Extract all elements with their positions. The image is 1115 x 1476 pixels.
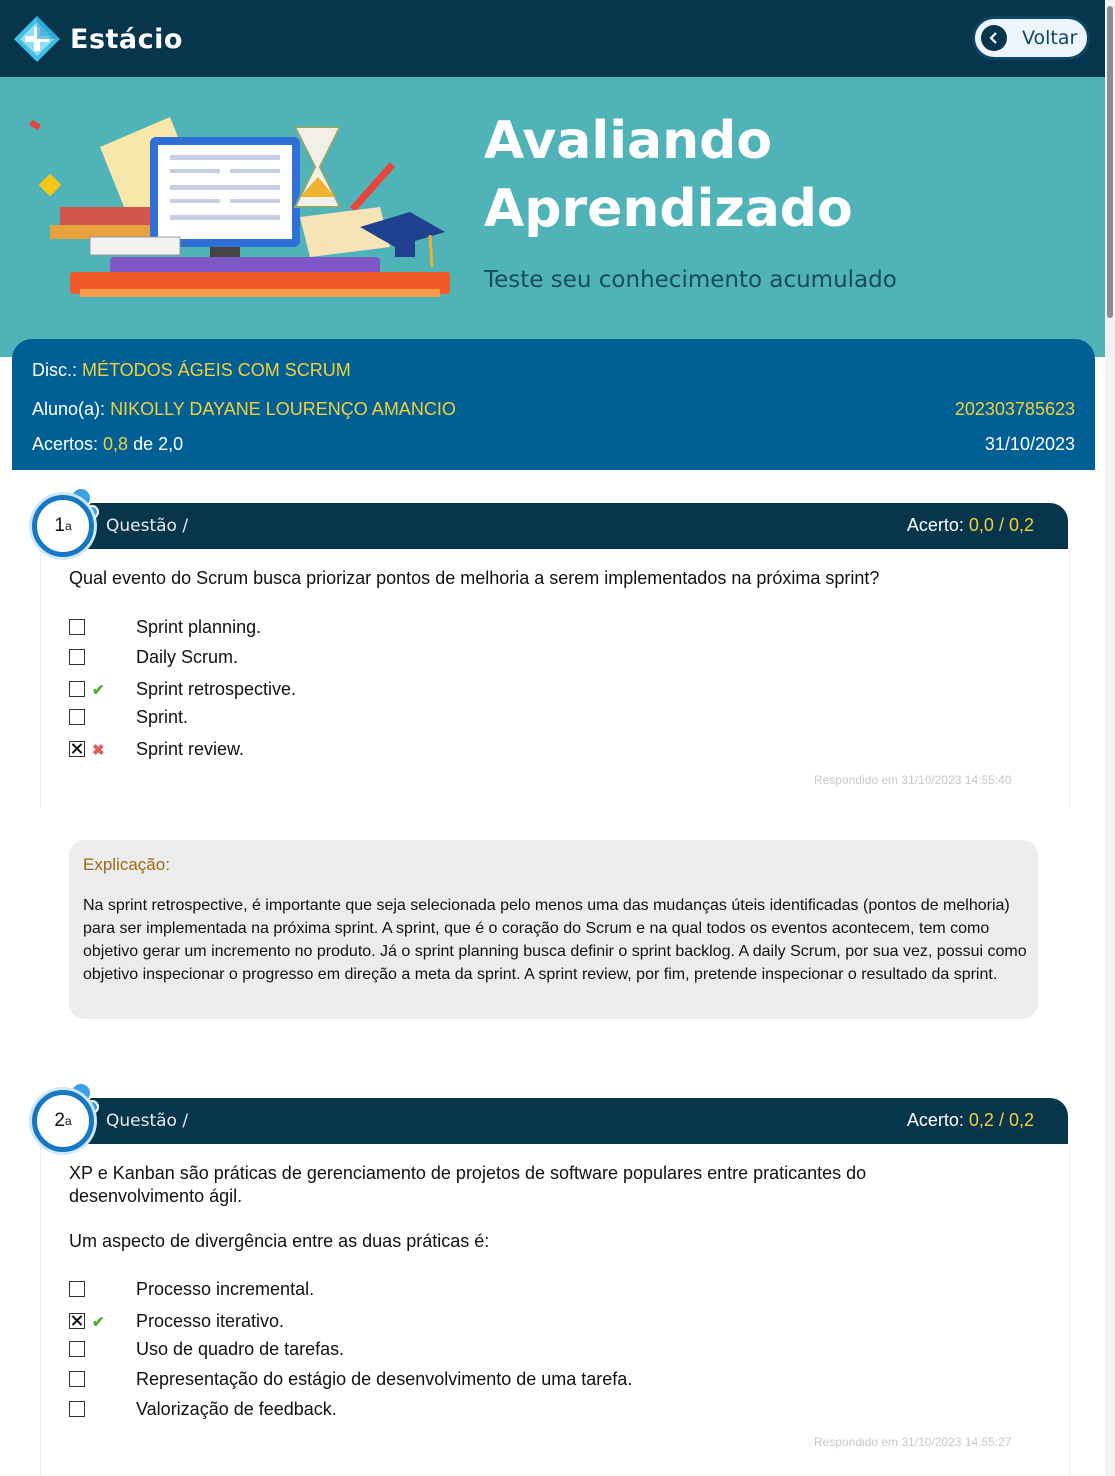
check-icon: ✔ bbox=[92, 682, 105, 699]
question-1-option-5[interactable] bbox=[69, 741, 769, 763]
checkbox-checked[interactable] bbox=[69, 741, 85, 757]
hero-title-line-2: Aprendizado bbox=[484, 179, 853, 239]
checkbox[interactable] bbox=[69, 649, 85, 665]
brand-name: Estácio bbox=[70, 23, 183, 55]
checkbox[interactable] bbox=[69, 709, 85, 725]
score-total: de 2,0 bbox=[133, 434, 184, 454]
question-2-number: 2 bbox=[54, 1110, 65, 1131]
question-2-label: Questão / bbox=[106, 1111, 189, 1131]
question-2-score-max: 0,2 bbox=[1008, 1110, 1034, 1130]
back-label: Voltar bbox=[1022, 27, 1078, 49]
option-text: Processo iterativo. bbox=[136, 1311, 285, 1331]
question-2-answered-at: Respondido em 31/10/2023 14:55:27 bbox=[814, 1435, 1012, 1449]
question-1-badge bbox=[32, 495, 94, 557]
checkbox[interactable] bbox=[69, 1401, 85, 1417]
question-1-score-label: Acerto: bbox=[906, 515, 964, 535]
checkbox[interactable] bbox=[69, 681, 85, 697]
question-1-score-max: 0,2 bbox=[1008, 515, 1034, 535]
option-text: Representação do estágio de desenvolvimento de uma tarefa. bbox=[136, 1369, 633, 1389]
option-text: Sprint review. bbox=[136, 739, 245, 759]
student-id: 202303785623 bbox=[954, 399, 1075, 419]
question-2-text: XP e Kanban são práticas de gerenciamento de projetos de software populares entre praticantes do desenvolvimento ágil. bbox=[69, 1163, 867, 1206]
study-illustration bbox=[20, 107, 460, 307]
hero-title bbox=[484, 107, 853, 243]
hero-title-line-1: Avaliando bbox=[484, 111, 773, 171]
discipline-value: MÉTODOS ÁGEIS COM SCRUM bbox=[82, 360, 351, 380]
exam-date: 31/10/2023 bbox=[984, 434, 1075, 454]
scrollbar-thumb[interactable] bbox=[1107, 6, 1113, 318]
top-bar bbox=[0, 0, 1105, 77]
option-text: Processo incremental. bbox=[136, 1279, 315, 1299]
option-text: Uso de quadro de tarefas. bbox=[136, 1339, 345, 1359]
score-label: Acertos: bbox=[32, 434, 99, 454]
student-label: Aluno(a): bbox=[32, 399, 106, 419]
question-1-number: 1 bbox=[54, 515, 65, 536]
explanation-text: Na sprint retrospective, é importante que seja selecionada pelo menos uma das mudanças úteis identificadas (pontos de melhoria) para ser implementada na próxima sprint. A sprint, que é o coração do Scrum e na qual todos os eventos acontecem, tem como objetivo gerar um incremento no produto. Já o sprint planning busca definir o sprint backlog. A daily Scrum, por sua vez, possui como objetivo inspecionar o progresso em direção a meta da sprint. A sprint review, por fim, pretende inspecionar o resultado da sprint. bbox=[83, 897, 1027, 983]
question-1-score-value: 0,0 bbox=[968, 515, 994, 535]
question-1-label: Questão / bbox=[106, 516, 189, 536]
checkbox[interactable] bbox=[69, 1341, 85, 1357]
info-row-score bbox=[32, 434, 1075, 455]
question-1-option-4[interactable] bbox=[69, 709, 769, 731]
question-2-score-value: 0,2 bbox=[968, 1110, 994, 1130]
question-2-badge bbox=[32, 1090, 94, 1152]
hero-banner bbox=[0, 77, 1105, 357]
chevron-left-icon bbox=[981, 25, 1007, 51]
score bbox=[32, 434, 183, 455]
option-text: Valorização de feedback. bbox=[136, 1399, 337, 1419]
question-2-option-4[interactable] bbox=[69, 1371, 769, 1393]
question-2-header bbox=[40, 1098, 1068, 1144]
question-2-option-5[interactable] bbox=[69, 1401, 769, 1423]
question-2-option-2[interactable] bbox=[69, 1313, 769, 1335]
estacio-logo-icon bbox=[12, 14, 62, 64]
student-name: NIKOLLY DAYANE LOURENÇO AMANCIO bbox=[110, 399, 456, 419]
checkbox-checked[interactable] bbox=[69, 1313, 85, 1329]
student-info-panel bbox=[12, 339, 1095, 470]
check-icon: ✔ bbox=[92, 1314, 105, 1331]
option-text: Sprint. bbox=[136, 707, 189, 727]
option-text: Sprint retrospective. bbox=[136, 679, 297, 699]
question-2-option-3[interactable] bbox=[69, 1341, 769, 1363]
discipline bbox=[32, 360, 351, 381]
cross-icon: ✖ bbox=[92, 742, 105, 759]
option-text: Daily Scrum. bbox=[136, 647, 239, 667]
info-row-discipline bbox=[32, 360, 1075, 381]
student bbox=[32, 399, 456, 420]
question-1-option-3[interactable] bbox=[69, 681, 769, 703]
hero-subtitle: Teste seu conhecimento acumulado bbox=[484, 267, 897, 293]
question-1-ordinal: a bbox=[64, 519, 72, 533]
question-1-text: Qual evento do Scrum busca priorizar pontos de melhoria a serem implementados na próxima sprint? bbox=[69, 568, 880, 588]
question-2-prompt: Um aspecto de divergência entre as duas práticas é: bbox=[69, 1231, 490, 1251]
question-1-option-2[interactable] bbox=[69, 649, 769, 671]
question-1-score-sep: / bbox=[993, 515, 1009, 535]
question-2-score bbox=[907, 1110, 1034, 1131]
option-text: Sprint planning. bbox=[136, 617, 262, 637]
question-2-score-label: Acerto: bbox=[906, 1110, 964, 1130]
brand-logo[interactable] bbox=[12, 14, 183, 64]
question-1-explanation bbox=[69, 840, 1038, 1019]
score-value: 0,8 bbox=[103, 434, 129, 454]
checkbox[interactable] bbox=[69, 1281, 85, 1297]
question-1-answered-at: Respondido em 31/10/2023 14:55:40 bbox=[814, 773, 1012, 787]
question-1-score bbox=[907, 515, 1034, 536]
explanation-title: Explicação: bbox=[83, 855, 170, 874]
checkbox[interactable] bbox=[69, 1371, 85, 1387]
info-row-student bbox=[32, 399, 1075, 420]
discipline-label: Disc.: bbox=[32, 360, 77, 380]
question-2-score-sep: / bbox=[993, 1110, 1009, 1130]
checkbox[interactable] bbox=[69, 619, 85, 635]
question-1-option-1[interactable] bbox=[69, 619, 769, 641]
question-2-ordinal: a bbox=[64, 1114, 72, 1128]
back-button[interactable] bbox=[972, 16, 1090, 60]
question-1-header bbox=[40, 503, 1068, 549]
question-2-option-1[interactable] bbox=[69, 1281, 769, 1303]
